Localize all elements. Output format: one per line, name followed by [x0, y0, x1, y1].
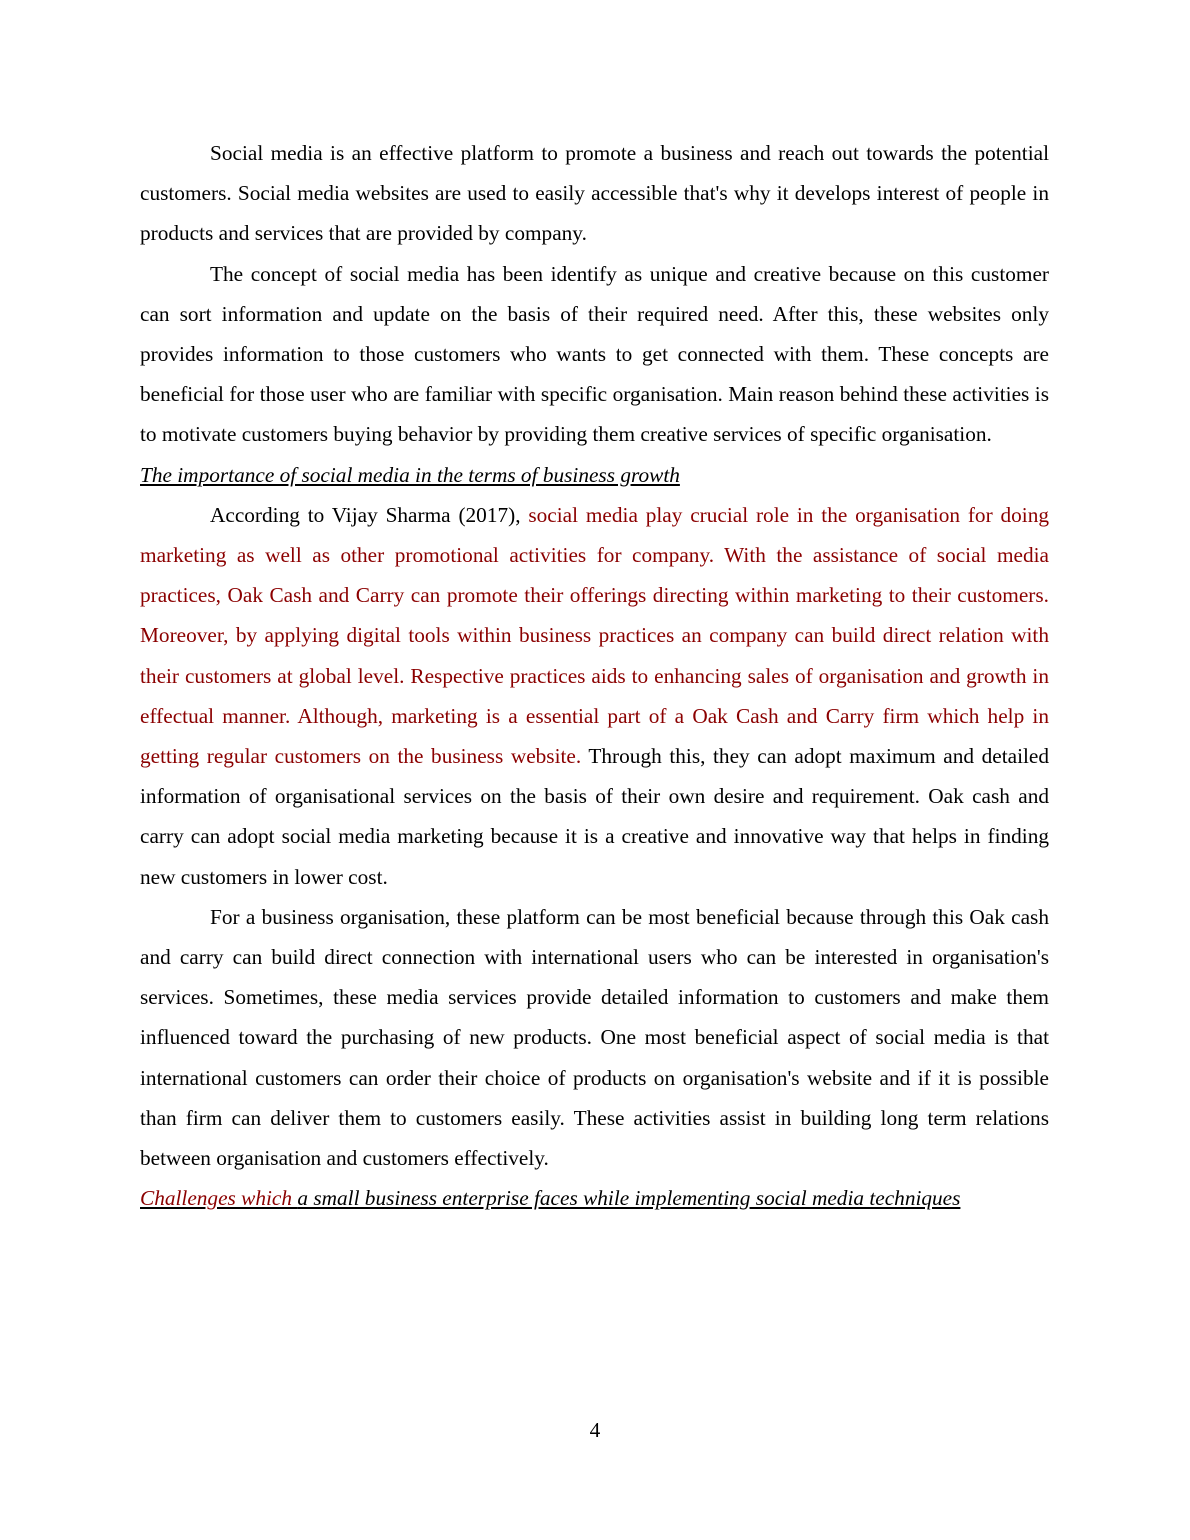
paragraph-intro: Social media is an effective platform to promote a business and reach out towards the potential customers. Social media websites are used to easily accessible that's why it develops interest of people in products and services that are provided by company.: [140, 141, 1049, 246]
paragraph-importance-lead: According to Vijay Sharma (2017),: [210, 502, 529, 527]
paragraph-importance-tail: Through this, they can adopt maximum and detailed information of organisational services on the basis of their own desire and requirement. Oak cash and carry can adopt social media marketing because it is a creative and innovative way that helps in finding new customers in lower cost.: [140, 744, 1050, 889]
section-heading-challenges-highlight: Challenges which: [140, 1186, 298, 1211]
page-number: 4: [589, 1418, 601, 1442]
page-body: [140, 133, 1049, 1218]
section-heading-challenges-rest: a small business enterprise faces while implementing social media techniques: [297, 1186, 961, 1211]
paragraph-benefits: For a business organisation, these platform can be most beneficial because through this Oak cash and carry can build direct connection with international users who can be interested in organisation's services. Sometimes, these media services provide detailed information to customers and make them influenced toward the purchasing of new products. One most beneficial aspect of social media is that international customers can order their choice of products on organisation's website and if it is possible than firm can deliver them to customers easily. These activities assist in building long term relations between organisation and customers effectively.: [140, 904, 1049, 1171]
paragraph-importance: [140, 495, 1049, 897]
section-heading-importance: The importance of social media in the terms of business growth: [140, 462, 680, 487]
paragraph-concept: The concept of social media has been identify as unique and creative because on this customer can sort information and update on the basis of their required need. After this, these websites only provides information to those customers who wants to get connected with them. These concepts are beneficial for those user who are familiar with specific organisation. Main reason behind these activities is to motivate customers buying behavior by providing them creative services of specific organisation.: [140, 261, 1049, 447]
section-heading-challenges: [140, 1178, 1049, 1218]
paragraph-importance-highlight: social media play crucial role in the organisation for doing marketing as well as other promotional activities for company. With the assistance of social media practices, Oak Cash and Carry can promote their offerings directing within marketing to their customers. Moreover, by applying digital tools within business practices an company can build direct relation with their customers at global level. Respective practices aids to enhancing sales of organisation and growth in effectual manner. Although, marketing is a essential part of a Oak Cash and Carry firm which help in getting regular customers on the business website.: [140, 502, 1049, 769]
